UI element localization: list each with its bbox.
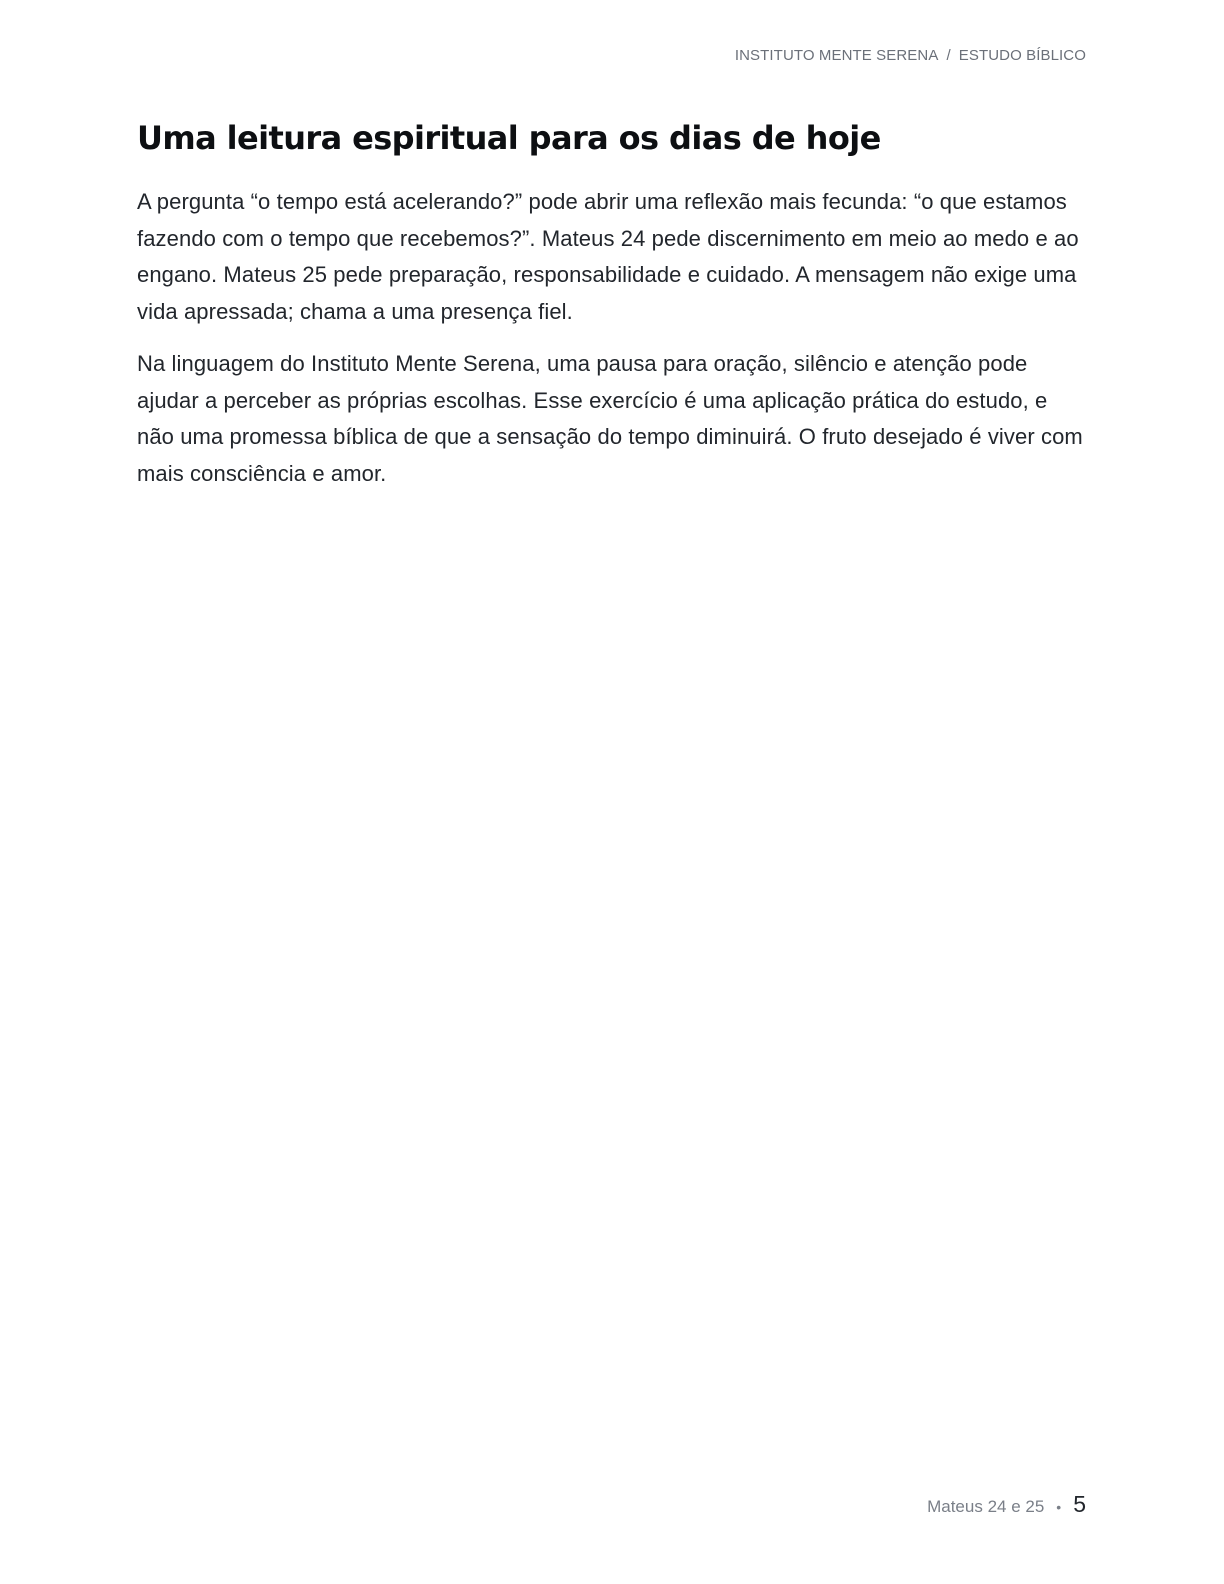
main-content: [137, 118, 1087, 508]
header-separator: /: [946, 47, 951, 64]
running-header: [735, 47, 1086, 64]
page-title: Uma leitura espiritual para os dias de hoje: [137, 119, 881, 157]
footer-label: Mateus 24 e 25: [927, 1497, 1045, 1516]
page-footer: [927, 1491, 1086, 1518]
body-paragraph: A pergunta “o tempo está acelerando?” pode abrir uma reflexão mais fecunda: “o que estamos fazendo com o tempo que recebemos?”. Mateus 24 pede discernimento em meio ao medo e ao engano. Mateus 25 pede preparação, responsabilidade e cuidado. A mensagem não exige uma vida apressada; chama a uma presença fiel.: [137, 189, 1079, 324]
footer-bullet: •: [1056, 1499, 1062, 1515]
header-org: INSTITUTO MENTE SERENA: [734, 47, 939, 64]
body-paragraph: Na linguagem do Instituto Mente Serena, uma pausa para oração, silêncio e atenção pode ajudar a perceber as próprias escolhas. Esse exercício é uma aplicação prática do estudo, e não uma promessa bíblica de que a sensação do tempo diminuirá. O fruto desejado é viver com mais consciência e amor.: [137, 351, 1083, 486]
header-section: ESTUDO BÍBLICO: [958, 47, 1086, 64]
page-number: 5: [1073, 1491, 1086, 1517]
